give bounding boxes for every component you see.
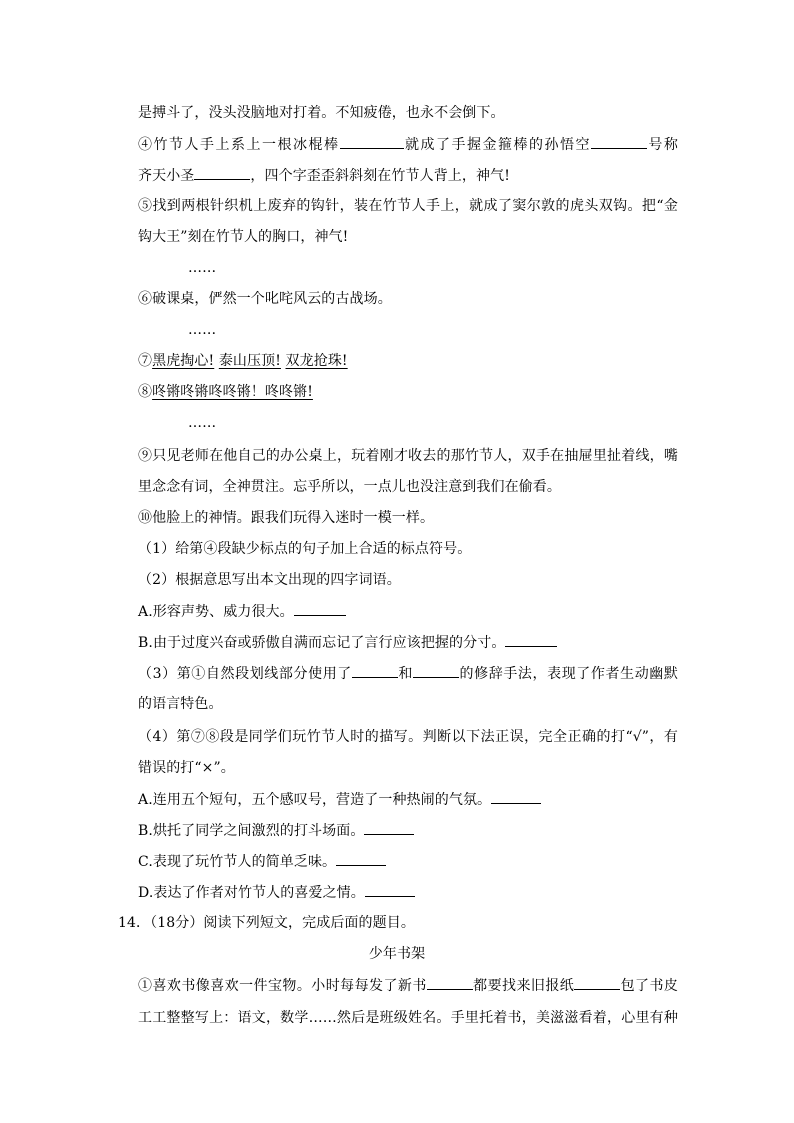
article-title bbox=[0, 944, 794, 964]
question-number-text: 14．（18分）阅读下列短文，完成后面的题目。 bbox=[118, 915, 415, 931]
text-line bbox=[138, 351, 678, 371]
underlined-phrase: 双龙抢珠! bbox=[285, 353, 348, 369]
answer-blank[interactable] bbox=[352, 663, 398, 678]
paragraph-number: ⑦ bbox=[138, 353, 153, 369]
paragraph-text: ⑨只见老师在他自己的办公桌上，玩着刚才收去的那竹节人，双手在抽屉里扯着线，嘴 bbox=[138, 448, 678, 464]
question-line bbox=[138, 789, 678, 810]
paragraph-text: 钩大王”刻在竹节人的胸口，神气! bbox=[138, 229, 349, 245]
ellipsis-line bbox=[188, 320, 728, 340]
text-line bbox=[138, 165, 678, 186]
answer-blank[interactable] bbox=[364, 820, 414, 835]
paragraph-text: ⑩他脸上的神情。跟我们玩得入迷时一模一样。 bbox=[138, 510, 435, 526]
paragraph-text: 号称 bbox=[646, 137, 678, 153]
question-text: （3）第①自然段划线部分使用了 bbox=[138, 666, 352, 682]
answer-blank[interactable] bbox=[491, 789, 541, 804]
question-text: （1）给第④段缺少标点的句子加上合适的标点符号。 bbox=[138, 541, 472, 557]
answer-blank[interactable] bbox=[340, 134, 404, 149]
question-line bbox=[138, 570, 678, 590]
question-line bbox=[138, 539, 678, 559]
paragraph-text: 工工整整写上：语文，数学……然后是班级姓名。手里托着书，美滋滋看着，心里有种 bbox=[138, 1010, 678, 1026]
question-heading bbox=[118, 913, 658, 933]
underlined-phrase: 咚锵咚锵咚咚锵！咚咚锵! bbox=[152, 384, 313, 400]
question-text: B.由于过度兴奋或骄傲自满而忘记了言行应该把握的分寸。 bbox=[138, 635, 506, 651]
ellipsis-line bbox=[188, 258, 728, 278]
answer-blank[interactable] bbox=[194, 165, 250, 180]
text-line bbox=[138, 446, 678, 466]
paragraph-text: ⑥破课桌，俨然一个叱咤风云的古战场。 bbox=[138, 291, 392, 307]
question-line bbox=[138, 727, 678, 747]
text-line bbox=[138, 196, 678, 216]
answer-blank[interactable] bbox=[413, 663, 459, 678]
paragraph-text: ⑤找到两根针织机上废弃的钩针，装在竹节人手上，就成了窦尔敦的虎头双钩。把“金 bbox=[138, 198, 678, 214]
question-text: B.烘托了同学之间激烈的打斗场面。 bbox=[138, 823, 365, 839]
paragraph-text: 里念念有词，全神贯注。忘乎所以，一点儿也没注意到我们在偷看。 bbox=[138, 479, 561, 495]
underlined-phrase: 黑虎掏心! bbox=[152, 353, 215, 369]
paragraph-text: ①喜欢书像喜欢一件宝物。小时每每发了新书 bbox=[138, 978, 427, 994]
text-line bbox=[138, 1008, 678, 1028]
ellipsis-text: …… bbox=[188, 322, 217, 338]
ellipsis-text: …… bbox=[188, 260, 217, 276]
text-line bbox=[138, 227, 678, 247]
question-text: 和 bbox=[397, 666, 414, 682]
question-text: A.形容声势、威力很大。 bbox=[138, 604, 294, 620]
paragraph-text: ，四个字歪歪斜斜刻在竹节人背上，神气! bbox=[250, 168, 510, 184]
question-text: （2）根据意思写出本文出现的四字词语。 bbox=[138, 572, 401, 588]
text-line bbox=[138, 975, 678, 996]
answer-blank[interactable] bbox=[336, 851, 386, 866]
question-line bbox=[138, 663, 678, 684]
ellipsis-line bbox=[188, 413, 728, 433]
question-line bbox=[138, 851, 678, 872]
text-line bbox=[138, 134, 678, 155]
answer-blank[interactable] bbox=[574, 975, 620, 990]
answer-blank[interactable] bbox=[365, 882, 415, 897]
underlined-phrase: 泰山压顶! bbox=[218, 353, 281, 369]
paragraph-text: 包了书皮 bbox=[620, 978, 679, 994]
paragraph-text: 是搏斗了，没头没脑地对打着。不知疲倦，也永不会倒下。 bbox=[138, 105, 505, 121]
paragraph-text: 齐天小圣 bbox=[138, 168, 195, 184]
answer-blank[interactable] bbox=[427, 975, 473, 990]
paragraph-text: 都要找来旧报纸 bbox=[472, 978, 575, 994]
question-text: 错误的打“×”。 bbox=[138, 760, 235, 776]
text-line bbox=[138, 103, 678, 123]
question-line bbox=[138, 632, 678, 653]
paragraph-number: ⑧ bbox=[138, 384, 153, 400]
answer-blank[interactable] bbox=[505, 632, 557, 647]
text-line bbox=[138, 508, 678, 528]
ellipsis-text: …… bbox=[188, 415, 217, 431]
question-text: （4）第⑦⑧段是同学们玩竹节人时的描写。判断以下法正误，完全正确的打“√”，有 bbox=[138, 729, 678, 745]
question-line bbox=[138, 758, 678, 778]
text-line bbox=[138, 382, 678, 402]
answer-blank[interactable] bbox=[591, 134, 647, 149]
question-line bbox=[138, 882, 678, 903]
question-line bbox=[138, 601, 678, 622]
question-text: D.表达了作者对竹节人的喜爱之情。 bbox=[138, 885, 365, 901]
question-text: C.表现了玩竹节人的简单乏味。 bbox=[138, 854, 337, 870]
paragraph-text: 就成了手握金箍棒的孙悟空 bbox=[403, 137, 591, 153]
question-line bbox=[138, 820, 678, 841]
question-text: A.连用五个短句，五个感叹号，营造了一种热闹的气氛。 bbox=[138, 792, 492, 808]
article-title-text: 少年书架 bbox=[368, 946, 426, 962]
text-line bbox=[138, 289, 678, 309]
question-text: 的修辞手法，表现了作者生动幽默 bbox=[459, 666, 679, 682]
question-line bbox=[138, 694, 678, 714]
text-line bbox=[138, 477, 678, 497]
answer-blank[interactable] bbox=[294, 601, 346, 616]
paragraph-text: ④竹节人手上系上一根冰棍棒 bbox=[138, 137, 340, 153]
question-text: 的语言特色。 bbox=[138, 696, 223, 712]
